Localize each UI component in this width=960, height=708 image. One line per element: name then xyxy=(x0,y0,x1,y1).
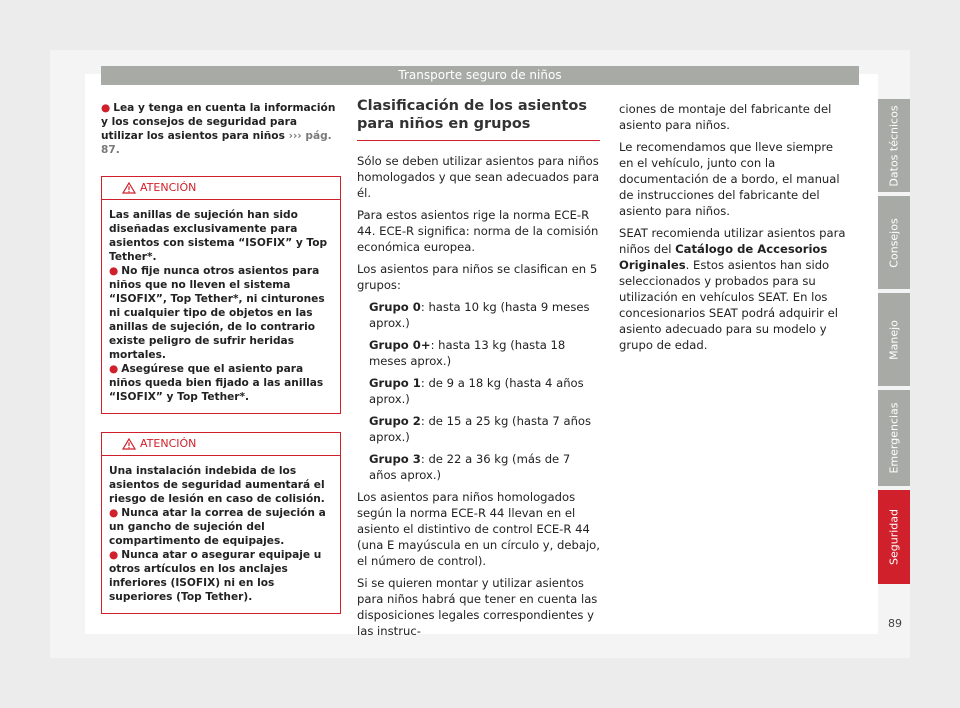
paragraph: Para estos asientos rige la norma ECE-R 44. ECE-R significa: norma de la comisión económica europea. xyxy=(357,208,599,254)
catalog-name: Catálogo de Accesorios Originales xyxy=(619,242,828,272)
tab-manejo[interactable]: Manejo xyxy=(878,293,910,386)
warning-body xyxy=(102,456,340,613)
warning-bullet: ● No fije nunca otros asientos para niños que no lleven el sistema “ISOFIX”, Top Tether*, ni cinturones ni cualquier tipo de objetos en las anillas de sujeción, de lo contrario existe peligro de sufrir heridas mortales. xyxy=(109,265,325,361)
tab-consejos[interactable]: Consejos xyxy=(878,196,910,289)
warning-header xyxy=(102,177,340,200)
paragraph: ciones de montaje del fabricante del asiento para niños. xyxy=(619,102,832,132)
bullet-dot-icon: ● xyxy=(109,265,119,277)
group-item: Grupo 0: hasta 10 kg (hasta 9 meses aprox.) xyxy=(369,300,590,330)
tab-datos-tecnicos[interactable]: Datos técnicos xyxy=(878,99,910,192)
page-reference-link[interactable]: ››› pág. 87. xyxy=(101,130,332,156)
bullet-dot-icon: ● xyxy=(109,363,119,375)
warning-triangle-icon xyxy=(122,438,136,450)
warning-box-installation xyxy=(101,432,341,614)
right-column xyxy=(619,101,847,359)
warning-bullet: ● Asegúrese que el asiento para niños queda bien fijado a las anillas “ISOFIX” y Top Tether*. xyxy=(109,363,324,403)
left-column xyxy=(101,101,341,614)
group-item: Grupo 0+: hasta 13 kg (hasta 18 meses aprox.) xyxy=(369,338,566,368)
middle-column xyxy=(357,97,600,645)
group-item: Grupo 1: de 9 a 18 kg (hasta 4 años aprox.) xyxy=(369,376,584,406)
warning-title: ATENCIÓN xyxy=(140,437,197,450)
paragraph: Los asientos para niños se clasifican en 5 grupos: xyxy=(357,262,598,292)
intro-note: ● Lea y tenga en cuenta la información y los consejos de seguridad para utilizar los asientos para niños ››› pág. 87. xyxy=(101,102,336,156)
bullet-dot-icon: ● xyxy=(109,507,119,519)
tab-emergencias[interactable]: Emergencias xyxy=(878,390,910,486)
section-title: Clasificación de los asientos para niños en grupos xyxy=(357,97,600,141)
bullet-dot-icon: ● xyxy=(109,549,119,561)
warning-title: ATENCIÓN xyxy=(140,181,197,194)
group-item: Grupo 3: de 22 a 36 kg (más de 7 años aprox.) xyxy=(369,452,571,482)
bullet-dot-icon: ● xyxy=(101,102,111,114)
warning-lead: Las anillas de sujeción han sido diseñadas exclusivamente para asientos con sistema “ISOFIX” y Top Tether*. xyxy=(109,209,328,263)
warning-bullet: ● Nunca atar la correa de sujeción a un gancho de sujeción del compartimento de equipajes. xyxy=(109,507,326,547)
warning-triangle-icon xyxy=(122,182,136,194)
warning-box-isofix xyxy=(101,176,341,414)
page-number: 89 xyxy=(888,617,902,630)
paragraph: Le recomendamos que lleve siempre en el vehículo, junto con la documentación de a bordo, el manual de instrucciones del fabricante del asiento para niños. xyxy=(619,140,840,218)
warning-bullet: ● Nunca atar o asegurar equipaje u otros artículos en los anclajes inferiores (ISOFIX) ni en los superiores (Top Tether). xyxy=(109,549,322,603)
paragraph: Sólo se deben utilizar asientos para niños homologados y que sean adecuados para él. xyxy=(357,154,600,200)
warning-header xyxy=(102,433,340,456)
paragraph: SEAT recomienda utilizar asientos para niños del Catálogo de Accesorios Originales. Estos asientos han sido seleccionados y probados para su utilización en vehículos SEAT. En los concesionarios SEAT podrá adquirir el asiento adecuado para su modelo y grupo de edad. xyxy=(619,226,846,352)
paragraph: Si se quieren montar y utilizar asientos para niños habrá que tener en cuenta las disposiciones legales correspondientes y las instruc- xyxy=(357,576,598,638)
page-header: Transporte seguro de niños xyxy=(101,66,859,85)
warning-body xyxy=(102,200,340,413)
tab-seguridad[interactable]: Seguridad xyxy=(878,490,910,584)
group-item: Grupo 2: de 15 a 25 kg (hasta 7 años aprox.) xyxy=(369,414,592,444)
paragraph: Los asientos para niños homologados según la norma ECE-R 44 llevan en el asiento el distintivo de control ECE-R 44 (una E mayúscula en un círculo y, debajo, el número de control). xyxy=(357,490,600,568)
warning-lead: Una instalación indebida de los asientos de seguridad aumentará el riesgo de lesión en caso de colisión. xyxy=(109,465,325,505)
